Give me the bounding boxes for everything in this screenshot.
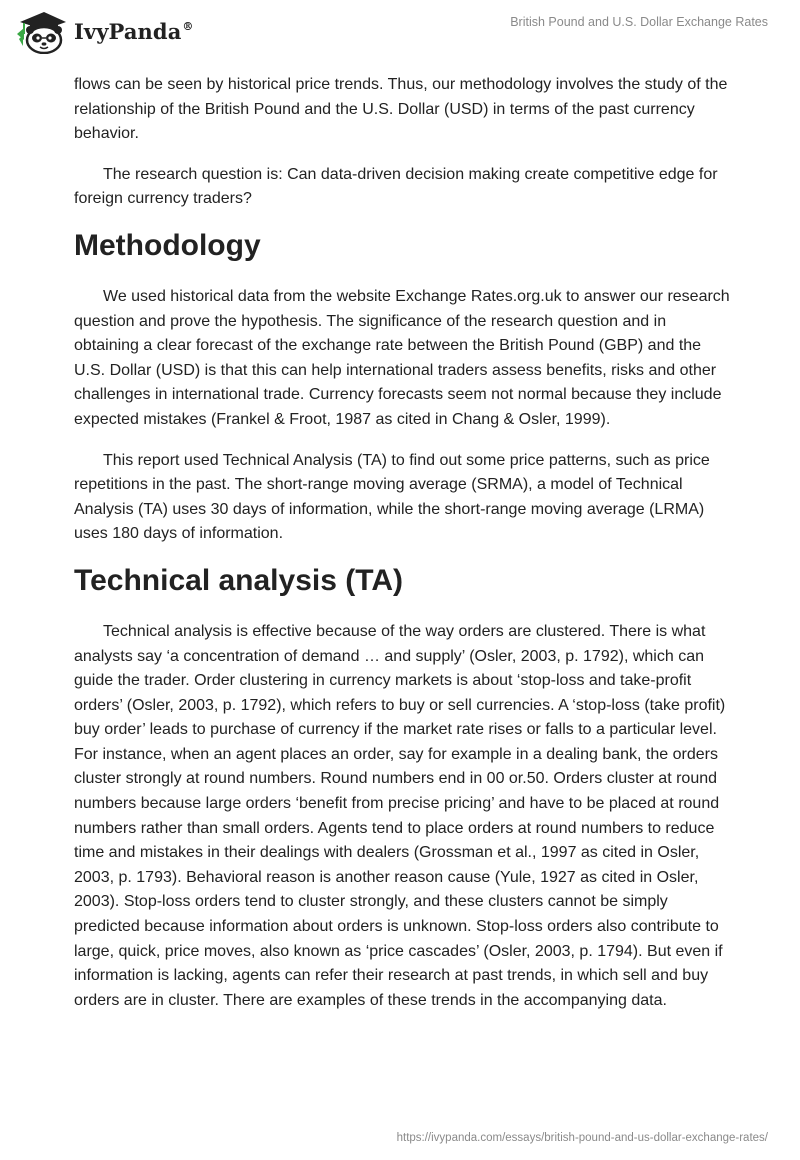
- panda-logo-icon: [14, 8, 68, 54]
- paragraph-methodology-data: We used historical data from the website Exchange Rates.org.uk to answer our research question and prove the hypothesis. The significance of the research question and in obtaining a clear forecast of the exchange rate between the British Pound (GBP) and the U.S. Dollar (USD) is that this can help international traders assess benefits, risks and other challenges in international trade. Currency forecasts seem not normal because they include expected mistakes (Frankel & Froot, 1987 as cited in Chang & Osler, 1999).: [74, 287, 730, 428]
- paragraph-technical-analysis: Technical analysis is effective because of the way orders are clustered. There is what analysts say ‘a concentration of demand … and supply’ (Osler, 2003, p. 1792), which can guide the trader. Order clustering in currency markets is about ‘stop-loss and take-profit orders’ (Osler, 2003, p. 1792), which refers to buy or sell currencies. A ‘stop-loss (take profit) buy order’ leads to purchase of currency if the market rate rises or falls to a particular level. For instance, when an agent places an order, say for example in a dealing bank, the orders cluster strongly at round numbers. Round numbers end in 00 or.50. Orders cluster at round numbers because large orders ‘benefit from precise pricing’ and have to be placed at round numbers rather than small orders. Agents tend to place orders at round numbers to reduce time and mistakes in their dealings with dealers (Grossman et al., 1997 as cited in Osler, 2003, p. 1793). Behavioral reason is another reason cause (Yule, 1927 as cited in Osler, 2003). Stop-loss orders tend to cluster strongly, and these clusters cannot be simply predicted because information about orders is unknown. Stop-loss orders also contribute to large, quick, price moves, also known as ‘price cascades’ (Osler, 2003, p. 1794). But even if information is lacking, agents can refer their research at past trends, in which sell and buy orders are in cluster. There are examples of these trends in the accompanying data.: [74, 622, 726, 1009]
- page-header: [0, 0, 800, 60]
- paragraph-methodology-ta: This report used Technical Analysis (TA) to find out some price patterns, such as price repetitions in the past. The short-range moving average (SRMA), a model of Technical Analysis (TA) uses 30 days of information, while the short-range moving average (LRMA) uses 180 days of information.: [74, 451, 710, 543]
- paragraph-research-question: The research question is: Can data-driven decision making create competitive edge for foreign currency traders?: [74, 165, 718, 208]
- heading-technical-analysis: Technical analysis (TA): [74, 563, 403, 597]
- heading-methodology: Methodology: [74, 228, 261, 262]
- document-title: British Pound and U.S. Dollar Exchange Rates: [510, 15, 768, 29]
- essay-content: [74, 73, 734, 1013]
- paragraph-intro-continuation: flows can be seen by historical price trends. Thus, our methodology involves the study of the relationship of the British Pound and the U.S. Dollar (USD) in terms of the past currency behavior.: [74, 76, 728, 143]
- site-logo[interactable]: [14, 8, 194, 54]
- brand-name: IvyPanda®: [74, 18, 194, 44]
- source-url[interactable]: https://ivypanda.com/essays/british-pound-and-us-dollar-exchange-rates/: [396, 1132, 768, 1144]
